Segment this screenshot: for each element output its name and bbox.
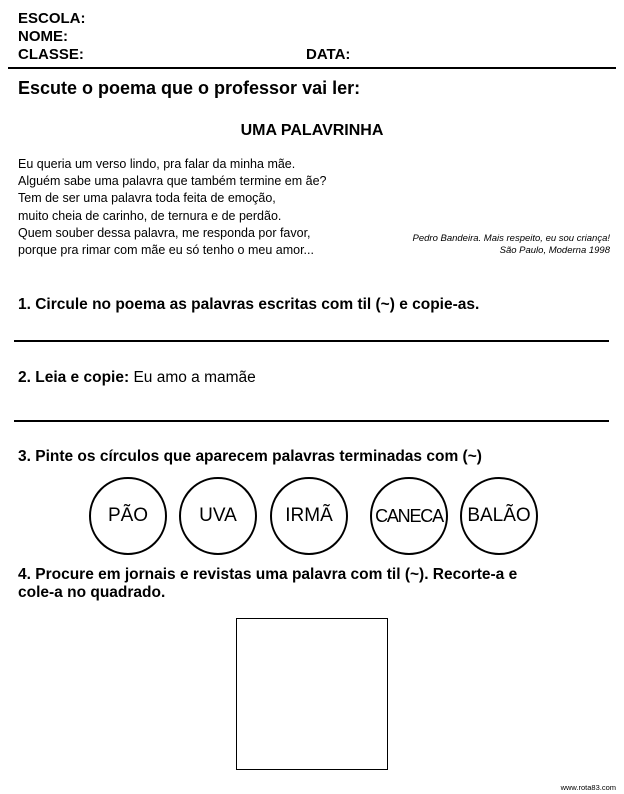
question-2-label: 2. Leia e copie: xyxy=(18,369,130,386)
credit-line-publisher: São Paulo, Moderna 1998 xyxy=(499,245,610,256)
poem-line: muito cheia de carinho, de ternura e de perdão. xyxy=(18,208,282,223)
question-4-line-2: cole-a no quadrado. xyxy=(18,584,166,601)
poem-line: Alguém sabe uma palavra que também termine em ãe? xyxy=(18,174,327,189)
data-label: DATA: xyxy=(306,46,351,63)
poem-text xyxy=(18,156,327,259)
nome-label: NOME: xyxy=(18,28,68,45)
poem-line: Tem de ser uma palavra toda feita de emoção, xyxy=(18,191,276,206)
poem-credit xyxy=(413,233,611,257)
word-circle-balao[interactable]: BALÃO xyxy=(460,477,538,555)
poem-line: Eu queria um verso lindo, pra falar da minha mãe. xyxy=(18,157,296,171)
classe-label: CLASSE: xyxy=(18,46,84,63)
instruction-heading: Escute o poema que o professor vai ler: xyxy=(18,78,361,98)
credit-line-author: Pedro Bandeira. Mais respeito, eu sou criança! xyxy=(412,233,610,244)
escola-label: ESCOLA: xyxy=(18,10,86,27)
word-circle-caneca[interactable]: CANECA xyxy=(370,477,448,555)
poem-line: porque pra rimar com mãe eu só tenho o meu amor... xyxy=(18,243,314,258)
question-2 xyxy=(18,369,256,387)
poem-title: UMA PALAVRINHA xyxy=(240,122,384,139)
question-2-text: Eu amo a mamãe xyxy=(133,369,256,386)
question-1: 1. Circule no poema as palavras escritas com til (~) e copie-as. xyxy=(18,296,480,313)
question-4 xyxy=(18,566,517,602)
header-divider xyxy=(8,67,616,69)
footer-url: www.rota83.com xyxy=(560,783,616,792)
paste-box[interactable] xyxy=(236,618,388,770)
question-3: 3. Pinte os círculos que aparecem palavras terminadas com (~) xyxy=(18,448,482,465)
poem-line: Quem souber dessa palavra, me responda por favor, xyxy=(18,225,311,240)
word-circle-uva[interactable]: UVA xyxy=(179,477,257,555)
word-circle-pao[interactable]: PÃO xyxy=(89,477,167,555)
question-4-line-1: 4. Procure em jornais e revistas uma palavra com til (~). Recorte-a e xyxy=(18,566,518,583)
answer-line-1[interactable] xyxy=(14,340,609,342)
word-circle-irma[interactable]: IRMÃ xyxy=(270,477,348,555)
answer-line-2[interactable] xyxy=(14,420,609,422)
